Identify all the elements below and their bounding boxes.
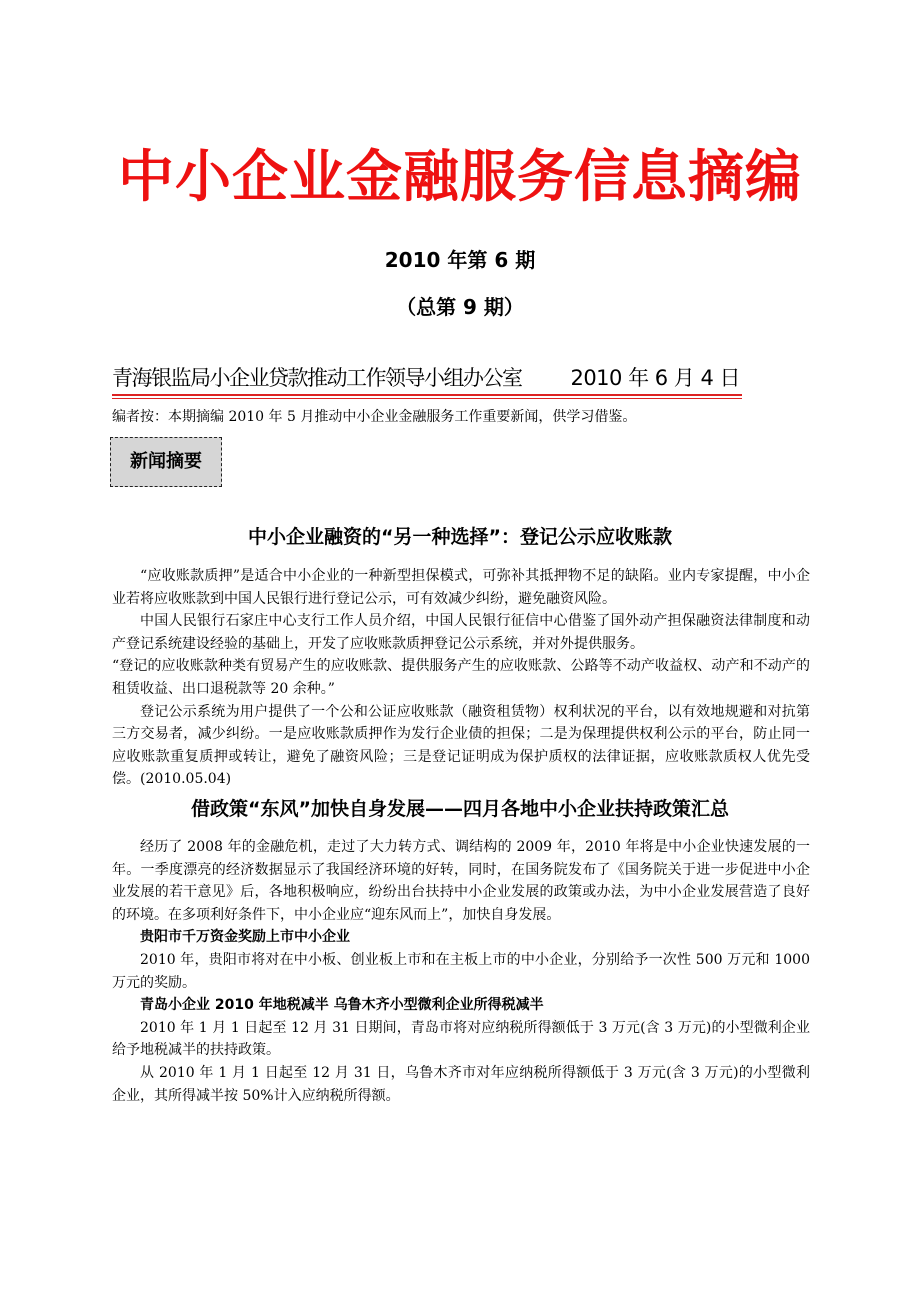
- article-2-intro: 经历了 2008 年的金融危机，走过了大力转方式、调结构的 2009 年，2010 年将是中小企业快速发展的一年。一季度漂亮的经济数据显示了我国经济环境的好转，同时，在国务院发布了《国务院关于进一步促进中小企业发展的若干意见》后，各地积极响应，纷纷出台扶持中小企业发展的政策或办法，为中小企业发展营造了良好的环境。在多项利好条件下，中小企业应“迎东风而上”，加快自身发展。: [112, 839, 810, 923]
- article-1-paragraph: “应收账款质押”是适合中小企业的一种新型担保模式，可弥补其抵押物不足的缺陷。业内专家提醒，中小企业若将应收账款到中国人民银行进行登记公示，可有效减少纠纷，避免融资风险。: [112, 568, 810, 607]
- masthead-rule-thin: [112, 398, 742, 399]
- newsletter-title: 中小企业金融服务信息摘编: [118, 145, 802, 210]
- editor-note: 编者按：本期摘编 2010 年 5 月推动中小企业金融服务工作重要新闻，供学习借鉴。: [112, 409, 637, 425]
- masthead-rule-thick: [112, 394, 742, 396]
- masthead: [112, 364, 740, 392]
- article-1-quote: “登记的应收账款种类有贸易产生的应收账款、提供服务产生的应收账款、公路等不动产收益权、动产和不动产的租赁收益、出口退税款等 20 余种。”: [112, 658, 810, 697]
- masthead-org: 青海银监局小企业贷款推动工作领导小组办公室: [112, 366, 522, 390]
- article-2-body: [112, 836, 810, 1107]
- masthead-date: 2010 年 6 月 4 日: [570, 366, 740, 390]
- article-2-subheading: 贵阳市千万资金奖励上市中小企业: [140, 929, 350, 946]
- news-summary-box: 新闻摘要: [110, 437, 222, 487]
- article-1-paragraph: 登记公示系统为用户提供了一个公和公证应收账款（融资租赁物）权利状况的平台，以有效地规避和对抗第三方交易者，减少纠纷。一是应收账款质押作为发行企业债的担保；二是为保理提供权利公示的平台，防止同一应收账款重复质押或转让，避免了融资风险；三是登记证明成为保护质权的法律证据，应收账款质权人优先受偿。(2010.05.04): [112, 703, 810, 788]
- issue-number: 2010 年第 6 期: [384, 248, 536, 272]
- article-1-title: 中小企业融资的“另一种选择”：登记公示应收账款: [248, 526, 672, 548]
- article-2-paragraph: 2010 年 1 月 1 日起至 12 月 31 日期间，青岛市将对应纳税所得额低于 3 万元(含 3 万元)的小型微利企业给予地税减半的扶持政策。: [112, 1019, 810, 1059]
- issue-total: （总第 9 期）: [396, 295, 524, 319]
- article-2-subheading: 青岛小企业 2010 年地税减半 乌鲁木齐小型微利企业所得税减半: [140, 997, 544, 1014]
- article-2-paragraph: 2010 年，贵阳市将对在中小板、创业板上市和在主板上市的中小企业，分别给予一次性 500 万元和 1000 万元的奖励。: [112, 951, 810, 991]
- article-1-body: [112, 565, 810, 791]
- article-2-title: 借政策“东风”加快自身发展——四月各地中小企业扶持政策汇总: [191, 798, 729, 820]
- article-1-paragraph: 中国人民银行石家庄中心支行工作人员介绍，中国人民银行征信中心借鉴了国外动产担保融资法律制度和动产登记系统建设经验的基础上，开发了应收账款质押登记公示系统，并对外提供服务。: [112, 613, 810, 652]
- article-2-paragraph: 从 2010 年 1 月 1 日起至 12 月 31 日，乌鲁木齐市对年应纳税所得额低于 3 万元(含 3 万元)的小型微利企业，其所得减半按 50%计入应纳税所得额。: [112, 1064, 810, 1104]
